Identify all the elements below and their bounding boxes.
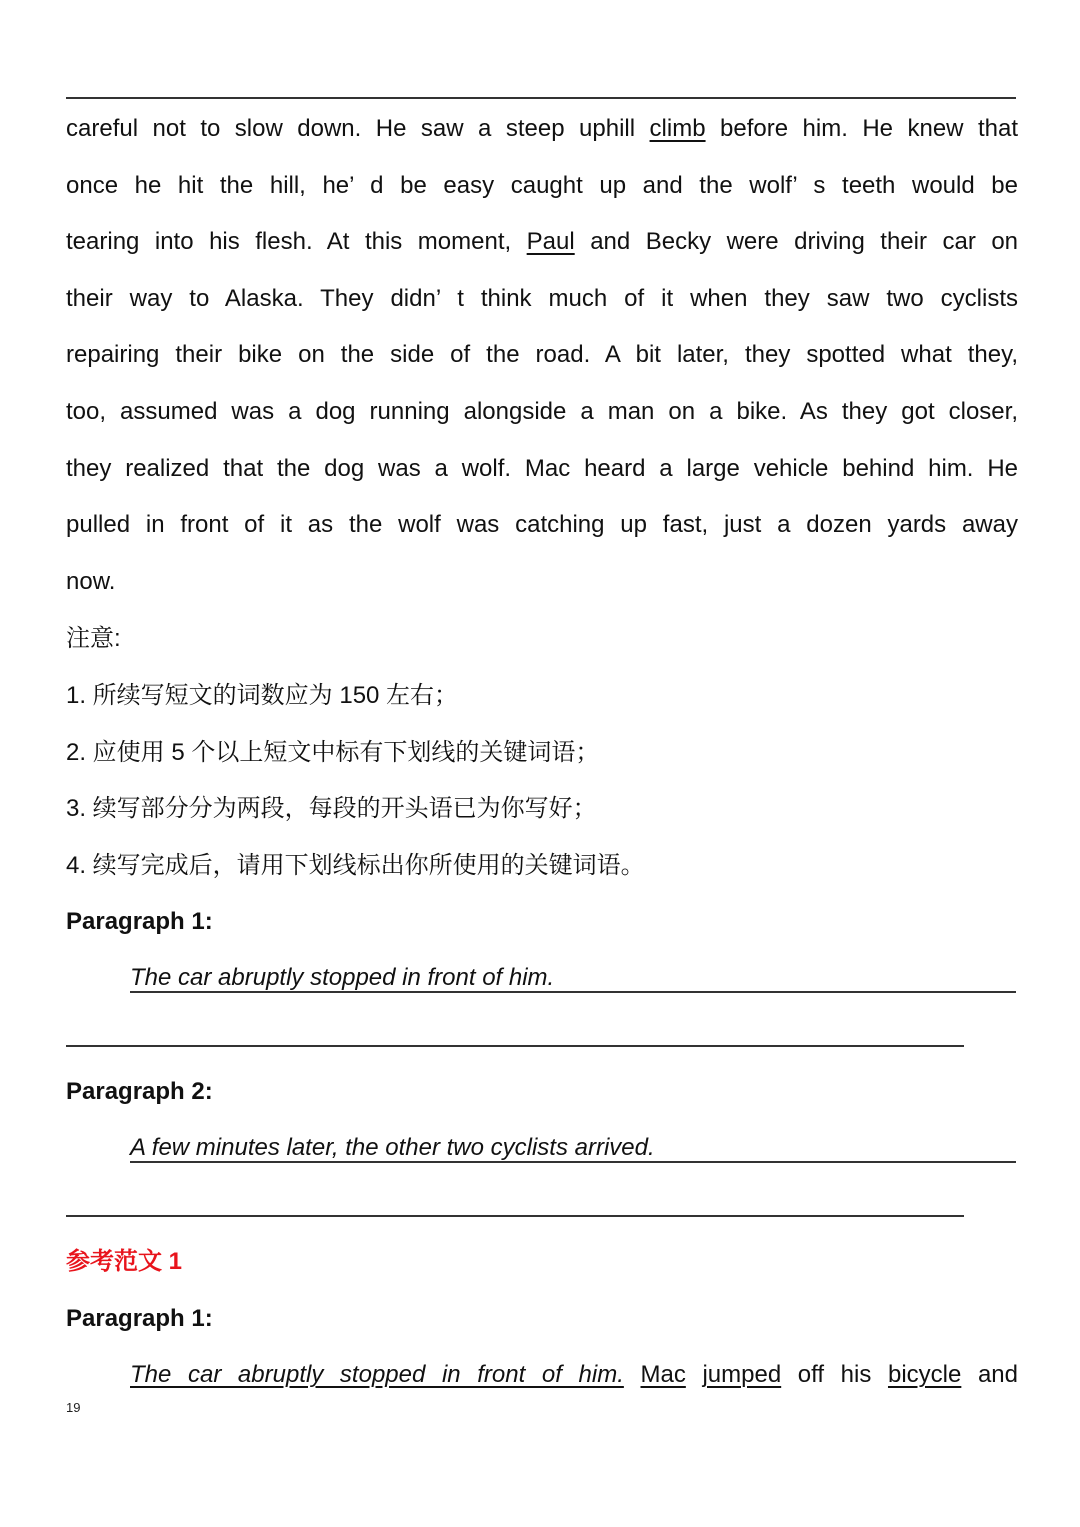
key-word: Paul [526,228,575,255]
passage-text: repairing their bike on the side of the road. A bit later, they spotted what they, [66,341,1018,368]
sample-paragraph-1-heading: Paragraph 1: [66,1305,213,1332]
sample-essay-title: 参考范文 1 [66,1248,183,1275]
passage-line [66,567,1018,597]
passage-text: they realized that the dog was a wolf. Mac heard a large vehicle behind him. He [66,455,1018,482]
passage-text: and Becky were driving their car on [574,228,1019,255]
paragraph-1-heading: Paragraph 1: [66,908,213,935]
top-answer-line [66,97,1016,99]
note-item-3: 3. 续写部分分为两段，每段的开头语已为你写好； [66,795,597,822]
key-word: Mac [640,1361,686,1388]
paragraph-1-writing-line-2[interactable] [66,1045,964,1047]
passage-line [66,284,1018,314]
sample-text [624,1361,641,1388]
passage-text: careful not to slow down. He saw a steep uphill [66,115,650,142]
passage-text: pulled in front of it as the wolf was catching up fast, just a dozen yards away [66,511,1018,538]
paragraph-2-starter: A few minutes later, the other two cyclists arrived. [130,1134,655,1161]
paragraph-1-writing-line[interactable] [130,991,1016,993]
paragraph-2-writing-line-2[interactable] [66,1215,964,1217]
page-number: 19 [66,1400,81,1415]
passage-text: too, assumed was a dog running alongside a man on a bike. As they got closer, [66,398,1018,425]
passage-text: their way to Alaska. They didn’ t think much of it when they saw two cyclists [66,285,1018,312]
key-word: The car abruptly stopped in front of him. [130,1361,624,1388]
passage-text: now. [66,568,116,595]
passage-line [66,171,1018,201]
key-word: bicycle [887,1361,962,1388]
note-item-4: 4. 续写完成后，请用下划线标出你所使用的关键词语。 [66,852,645,879]
note-item-1: 1. 所续写短文的词数应为 150 左右； [66,682,459,709]
paragraph-2-writing-line[interactable] [130,1161,1016,1163]
note-item-2: 2. 应使用 5 个以上短文中标有下划线的关键词语； [66,739,600,766]
key-word: climb [649,115,706,142]
paragraph-1-starter: The car abruptly stopped in front of him. [130,964,555,991]
sample-text: and [961,1361,1019,1388]
passage-line [66,340,1018,370]
notes-title: 注意: [66,625,121,652]
passage-line [66,114,1018,144]
passage-text: tearing into his flesh. At this moment, [66,228,527,255]
sample-first-line [130,1360,1018,1390]
sample-text [686,1361,703,1388]
key-word: jumped [702,1361,782,1388]
passage-line [66,454,1018,484]
passage-text: before him. He knew that [705,115,1019,142]
passage-line [66,227,1018,257]
passage-line [66,397,1018,427]
sample-text: off his [781,1361,888,1388]
passage-line [66,510,1018,540]
passage-text: once he hit the hill, he’ d be easy caught up and the wolf’ s teeth would be [66,172,1018,199]
paragraph-2-heading: Paragraph 2: [66,1078,213,1105]
